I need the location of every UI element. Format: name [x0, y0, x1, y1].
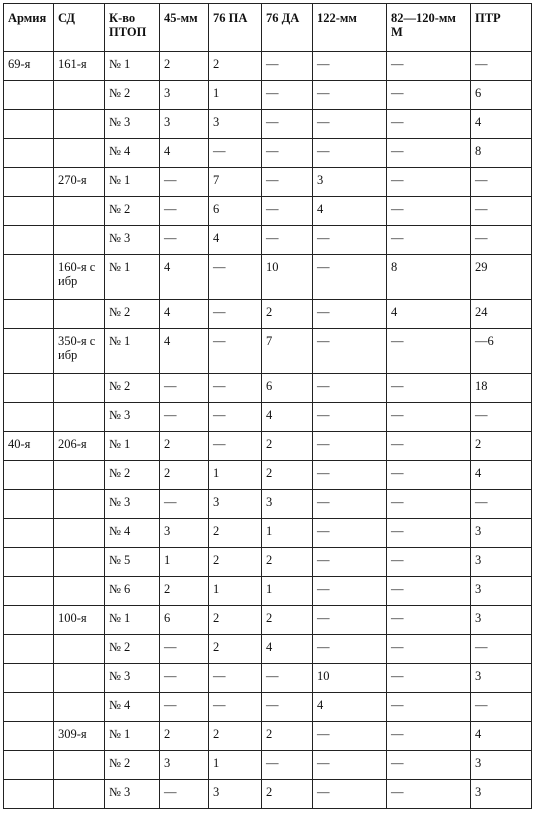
- army-cell: 40-я: [4, 432, 54, 461]
- table-row: [4, 168, 532, 197]
- header-cell-ptr: ПТР: [471, 4, 532, 52]
- ptr-cell: —: [471, 490, 532, 519]
- ptop-number-cell: № 1: [105, 432, 160, 461]
- pa76-cell: —: [209, 432, 262, 461]
- table-row: [4, 780, 532, 809]
- army-cell: [4, 780, 54, 809]
- ptr-cell: 3: [471, 577, 532, 606]
- pa76-cell: 2: [209, 519, 262, 548]
- division-cell: 270-я: [54, 168, 105, 197]
- da76-cell: 6: [262, 374, 313, 403]
- ptop-number-cell: № 1: [105, 52, 160, 81]
- da76-cell: —: [262, 81, 313, 110]
- mortar-cell: —: [387, 519, 471, 548]
- army-cell: [4, 110, 54, 139]
- header-row: [4, 4, 532, 52]
- mortar-cell: —: [387, 722, 471, 751]
- army-cell: [4, 577, 54, 606]
- c122mm-cell: 4: [313, 693, 387, 722]
- ptr-cell: —: [471, 635, 532, 664]
- division-cell: 160-я с ибр: [54, 255, 105, 300]
- army-cell: [4, 606, 54, 635]
- da76-cell: 1: [262, 577, 313, 606]
- c45mm-cell: 3: [160, 81, 209, 110]
- division-cell: [54, 139, 105, 168]
- ptr-cell: —: [471, 226, 532, 255]
- army-cell: [4, 722, 54, 751]
- mortar-cell: —: [387, 664, 471, 693]
- table-row: [4, 255, 532, 300]
- pa76-cell: —: [209, 255, 262, 300]
- division-cell: [54, 751, 105, 780]
- mortar-cell: —: [387, 548, 471, 577]
- c122mm-cell: —: [313, 81, 387, 110]
- c122mm-cell: —: [313, 52, 387, 81]
- table-row: [4, 226, 532, 255]
- division-cell: [54, 635, 105, 664]
- ptr-cell: 18: [471, 374, 532, 403]
- header-cell-45mm: 45-мм: [160, 4, 209, 52]
- c45mm-cell: —: [160, 490, 209, 519]
- ptr-cell: —: [471, 52, 532, 81]
- mortar-cell: —: [387, 780, 471, 809]
- pa76-cell: 1: [209, 577, 262, 606]
- c122mm-cell: —: [313, 403, 387, 432]
- ptop-number-cell: № 3: [105, 490, 160, 519]
- division-cell: [54, 548, 105, 577]
- division-cell: 350-я с ибр: [54, 329, 105, 374]
- table-row: [4, 329, 532, 374]
- pa76-cell: 1: [209, 461, 262, 490]
- c45mm-cell: 4: [160, 139, 209, 168]
- army-cell: [4, 329, 54, 374]
- division-cell: [54, 374, 105, 403]
- pa76-cell: 2: [209, 635, 262, 664]
- mortar-cell: —: [387, 577, 471, 606]
- ptr-cell: 6: [471, 81, 532, 110]
- data-table: [3, 3, 532, 809]
- table-row: [4, 110, 532, 139]
- c122mm-cell: —: [313, 490, 387, 519]
- table-row: [4, 548, 532, 577]
- c45mm-cell: —: [160, 168, 209, 197]
- c122mm-cell: —: [313, 606, 387, 635]
- ptr-cell: —: [471, 197, 532, 226]
- ptr-cell: 8: [471, 139, 532, 168]
- division-cell: [54, 693, 105, 722]
- c122mm-cell: —: [313, 139, 387, 168]
- c122mm-cell: —: [313, 519, 387, 548]
- mortar-cell: —: [387, 374, 471, 403]
- da76-cell: 1: [262, 519, 313, 548]
- ptop-number-cell: № 1: [105, 168, 160, 197]
- c45mm-cell: —: [160, 693, 209, 722]
- mortar-cell: —: [387, 751, 471, 780]
- table-body: [4, 52, 532, 809]
- da76-cell: 10: [262, 255, 313, 300]
- c45mm-cell: 4: [160, 300, 209, 329]
- ptop-number-cell: № 3: [105, 664, 160, 693]
- da76-cell: —: [262, 139, 313, 168]
- header-cell-army: Армия: [4, 4, 54, 52]
- header-cell-122mm: 122-мм: [313, 4, 387, 52]
- c45mm-cell: —: [160, 780, 209, 809]
- pa76-cell: 3: [209, 490, 262, 519]
- pa76-cell: 7: [209, 168, 262, 197]
- mortar-cell: —: [387, 490, 471, 519]
- c122mm-cell: —: [313, 226, 387, 255]
- mortar-cell: 8: [387, 255, 471, 300]
- army-cell: [4, 664, 54, 693]
- mortar-cell: —: [387, 635, 471, 664]
- pa76-cell: —: [209, 664, 262, 693]
- pa76-cell: —: [209, 300, 262, 329]
- c122mm-cell: —: [313, 577, 387, 606]
- pa76-cell: 2: [209, 722, 262, 751]
- army-cell: [4, 461, 54, 490]
- header-cell-division: СД: [54, 4, 105, 52]
- table-row: [4, 81, 532, 110]
- pa76-cell: 2: [209, 606, 262, 635]
- da76-cell: —: [262, 168, 313, 197]
- ptop-number-cell: № 1: [105, 329, 160, 374]
- table-row: [4, 519, 532, 548]
- mortar-cell: —: [387, 81, 471, 110]
- army-cell: [4, 751, 54, 780]
- army-cell: [4, 374, 54, 403]
- da76-cell: 2: [262, 461, 313, 490]
- table-row: [4, 461, 532, 490]
- table-row: [4, 606, 532, 635]
- division-cell: [54, 197, 105, 226]
- army-cell: [4, 519, 54, 548]
- army-cell: [4, 403, 54, 432]
- division-cell: [54, 780, 105, 809]
- ptop-number-cell: № 2: [105, 461, 160, 490]
- header-cell-ptop-count: К-во ПТОП: [105, 4, 160, 52]
- mortar-cell: —: [387, 329, 471, 374]
- c122mm-cell: —: [313, 722, 387, 751]
- pa76-cell: —: [209, 374, 262, 403]
- pa76-cell: —: [209, 403, 262, 432]
- c122mm-cell: —: [313, 780, 387, 809]
- ptop-number-cell: № 1: [105, 255, 160, 300]
- army-cell: [4, 300, 54, 329]
- pa76-cell: 2: [209, 52, 262, 81]
- ptr-cell: 29: [471, 255, 532, 300]
- c122mm-cell: 10: [313, 664, 387, 693]
- c45mm-cell: 2: [160, 52, 209, 81]
- c122mm-cell: —: [313, 374, 387, 403]
- da76-cell: 2: [262, 722, 313, 751]
- c122mm-cell: —: [313, 329, 387, 374]
- da76-cell: 2: [262, 432, 313, 461]
- table-row: [4, 139, 532, 168]
- table-row: [4, 197, 532, 226]
- mortar-cell: —: [387, 139, 471, 168]
- pa76-cell: 4: [209, 226, 262, 255]
- ptop-number-cell: № 2: [105, 197, 160, 226]
- c45mm-cell: —: [160, 197, 209, 226]
- pa76-cell: —: [209, 693, 262, 722]
- c45mm-cell: —: [160, 403, 209, 432]
- ptop-number-cell: № 4: [105, 693, 160, 722]
- ptop-number-cell: № 4: [105, 139, 160, 168]
- ptr-cell: 3: [471, 606, 532, 635]
- army-cell: [4, 226, 54, 255]
- ptop-number-cell: № 3: [105, 110, 160, 139]
- mortar-cell: —: [387, 403, 471, 432]
- division-cell: [54, 403, 105, 432]
- c45mm-cell: 3: [160, 110, 209, 139]
- c45mm-cell: —: [160, 635, 209, 664]
- ptop-number-cell: № 2: [105, 635, 160, 664]
- ptr-cell: —: [471, 168, 532, 197]
- pa76-cell: —: [209, 139, 262, 168]
- division-cell: [54, 300, 105, 329]
- ptr-cell: 3: [471, 664, 532, 693]
- army-cell: [4, 168, 54, 197]
- army-cell: [4, 255, 54, 300]
- c122mm-cell: —: [313, 461, 387, 490]
- c45mm-cell: 1: [160, 548, 209, 577]
- division-cell: 309-я: [54, 722, 105, 751]
- c45mm-cell: 3: [160, 751, 209, 780]
- mortar-cell: —: [387, 110, 471, 139]
- da76-cell: 4: [262, 635, 313, 664]
- table-row: [4, 403, 532, 432]
- division-cell: [54, 519, 105, 548]
- ptop-number-cell: № 2: [105, 751, 160, 780]
- army-cell: 69-я: [4, 52, 54, 81]
- c122mm-cell: —: [313, 635, 387, 664]
- mortar-cell: —: [387, 461, 471, 490]
- pa76-cell: 3: [209, 780, 262, 809]
- table-row: [4, 52, 532, 81]
- c45mm-cell: —: [160, 374, 209, 403]
- pa76-cell: 2: [209, 548, 262, 577]
- mortar-cell: 4: [387, 300, 471, 329]
- mortar-cell: —: [387, 168, 471, 197]
- division-cell: 161-я: [54, 52, 105, 81]
- ptop-number-cell: № 1: [105, 606, 160, 635]
- ptr-cell: —: [471, 693, 532, 722]
- mortar-cell: —: [387, 606, 471, 635]
- ptop-number-cell: № 6: [105, 577, 160, 606]
- ptr-cell: 4: [471, 110, 532, 139]
- ptr-cell: 4: [471, 461, 532, 490]
- army-cell: [4, 635, 54, 664]
- ptop-number-cell: № 5: [105, 548, 160, 577]
- c122mm-cell: —: [313, 751, 387, 780]
- da76-cell: —: [262, 226, 313, 255]
- header-cell-76-da: 76 ДА: [262, 4, 313, 52]
- ptop-number-cell: № 1: [105, 722, 160, 751]
- army-cell: [4, 490, 54, 519]
- army-cell: [4, 197, 54, 226]
- c122mm-cell: 4: [313, 197, 387, 226]
- c122mm-cell: —: [313, 255, 387, 300]
- ptr-cell: —6: [471, 329, 532, 374]
- table-row: [4, 374, 532, 403]
- da76-cell: —: [262, 664, 313, 693]
- da76-cell: 2: [262, 606, 313, 635]
- header-cell-76-pa: 76 ПА: [209, 4, 262, 52]
- mortar-cell: —: [387, 197, 471, 226]
- c45mm-cell: 2: [160, 432, 209, 461]
- c122mm-cell: 3: [313, 168, 387, 197]
- division-cell: [54, 577, 105, 606]
- ptop-number-cell: № 2: [105, 374, 160, 403]
- c122mm-cell: —: [313, 300, 387, 329]
- ptop-number-cell: № 4: [105, 519, 160, 548]
- army-cell: [4, 139, 54, 168]
- ptr-cell: 4: [471, 722, 532, 751]
- pa76-cell: 1: [209, 751, 262, 780]
- pa76-cell: 1: [209, 81, 262, 110]
- division-cell: [54, 226, 105, 255]
- division-cell: [54, 81, 105, 110]
- ptop-number-cell: № 3: [105, 780, 160, 809]
- table-row: [4, 722, 532, 751]
- division-cell: [54, 461, 105, 490]
- c45mm-cell: 4: [160, 329, 209, 374]
- c122mm-cell: —: [313, 432, 387, 461]
- table-row: [4, 490, 532, 519]
- ptop-number-cell: № 2: [105, 300, 160, 329]
- table-row: [4, 577, 532, 606]
- ptop-number-cell: № 2: [105, 81, 160, 110]
- da76-cell: —: [262, 110, 313, 139]
- da76-cell: 2: [262, 780, 313, 809]
- table-row: [4, 664, 532, 693]
- da76-cell: 7: [262, 329, 313, 374]
- ptop-number-cell: № 3: [105, 403, 160, 432]
- ptop-number-cell: № 3: [105, 226, 160, 255]
- da76-cell: 2: [262, 300, 313, 329]
- da76-cell: —: [262, 693, 313, 722]
- army-cell: [4, 693, 54, 722]
- c45mm-cell: 2: [160, 577, 209, 606]
- da76-cell: —: [262, 197, 313, 226]
- ptr-cell: 3: [471, 548, 532, 577]
- division-cell: 100-я: [54, 606, 105, 635]
- division-cell: [54, 664, 105, 693]
- header-cell-mortar: 82—120-мм М: [387, 4, 471, 52]
- mortar-cell: —: [387, 432, 471, 461]
- mortar-cell: —: [387, 52, 471, 81]
- c45mm-cell: 6: [160, 606, 209, 635]
- pa76-cell: 3: [209, 110, 262, 139]
- table-row: [4, 300, 532, 329]
- c45mm-cell: 3: [160, 519, 209, 548]
- ptr-cell: 3: [471, 780, 532, 809]
- c45mm-cell: —: [160, 664, 209, 693]
- division-cell: [54, 490, 105, 519]
- army-cell: [4, 548, 54, 577]
- da76-cell: —: [262, 52, 313, 81]
- da76-cell: 2: [262, 548, 313, 577]
- table-row: [4, 635, 532, 664]
- da76-cell: 4: [262, 403, 313, 432]
- c45mm-cell: 4: [160, 255, 209, 300]
- army-cell: [4, 81, 54, 110]
- da76-cell: —: [262, 751, 313, 780]
- c45mm-cell: 2: [160, 461, 209, 490]
- ptr-cell: 2: [471, 432, 532, 461]
- table-row: [4, 693, 532, 722]
- division-cell: 206-я: [54, 432, 105, 461]
- ptr-cell: 3: [471, 519, 532, 548]
- da76-cell: 3: [262, 490, 313, 519]
- ptr-cell: 3: [471, 751, 532, 780]
- ptr-cell: 24: [471, 300, 532, 329]
- c45mm-cell: 2: [160, 722, 209, 751]
- pa76-cell: —: [209, 329, 262, 374]
- table-row: [4, 432, 532, 461]
- table-row: [4, 751, 532, 780]
- pa76-cell: 6: [209, 197, 262, 226]
- mortar-cell: —: [387, 226, 471, 255]
- c45mm-cell: —: [160, 226, 209, 255]
- c122mm-cell: —: [313, 548, 387, 577]
- division-cell: [54, 110, 105, 139]
- c122mm-cell: —: [313, 110, 387, 139]
- mortar-cell: —: [387, 693, 471, 722]
- ptr-cell: —: [471, 403, 532, 432]
